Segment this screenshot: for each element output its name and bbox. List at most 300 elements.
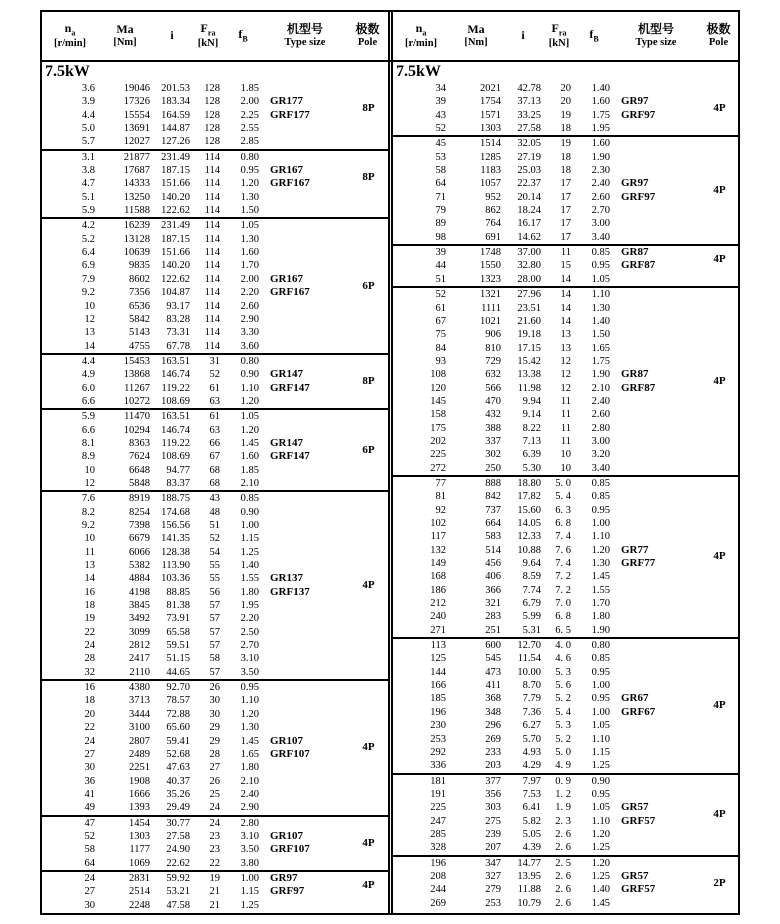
- cell-fra: 10: [560, 462, 571, 474]
- cell-ma: 337: [485, 435, 501, 447]
- table-row: [42, 151, 388, 164]
- table-row: [42, 546, 388, 559]
- cell-na: 144: [430, 666, 446, 678]
- cell-ma: 411: [485, 680, 501, 692]
- cell-ma: 9835: [129, 260, 150, 272]
- cell-i: 35.26: [166, 788, 190, 800]
- cell-fb: 2.90: [240, 802, 259, 814]
- type-size-label: GRF177: [270, 108, 310, 121]
- cell-i: 28.00: [517, 273, 541, 285]
- cell-i: 93.17: [166, 300, 190, 312]
- table-row: [42, 735, 388, 748]
- type-size-label: GR57: [621, 869, 649, 882]
- cell-ma: 5842: [129, 313, 150, 325]
- cell-na: 212: [430, 598, 446, 610]
- table-row: [393, 82, 738, 95]
- ratio-block: [393, 855, 738, 910]
- col-header-fb: $f_B$: [589, 27, 599, 44]
- type-size-labels: [270, 572, 310, 599]
- cell-i: 81.38: [166, 600, 190, 612]
- cell-ma: 17687: [123, 165, 150, 177]
- table-row: [42, 626, 388, 639]
- table-row: [42, 477, 388, 490]
- cell-fra: 11: [560, 435, 571, 447]
- table-row: [42, 219, 388, 232]
- cell-fb: 1.60: [591, 138, 610, 150]
- cell-ma: 2812: [129, 640, 150, 652]
- cell-fb: 2.20: [240, 613, 259, 625]
- type-size-label: GR147: [270, 436, 303, 449]
- cell-ma: 269: [485, 733, 501, 745]
- cell-na: 8.9: [81, 451, 95, 463]
- cell-fra: 114: [204, 165, 220, 177]
- table-row: [42, 761, 388, 774]
- cell-i: 19.18: [517, 329, 541, 341]
- cell-na: 102: [430, 518, 446, 529]
- cell-na: 27: [84, 886, 95, 898]
- cell-fb: 3.20: [591, 449, 610, 461]
- type-size-labels: [270, 95, 310, 122]
- cell-fra: 23: [209, 830, 220, 842]
- cell-fra: 48: [209, 506, 220, 518]
- table-row: [393, 883, 738, 896]
- table-row: [42, 340, 388, 353]
- table-row: [42, 721, 388, 734]
- table-row: [42, 817, 388, 830]
- cell-ma: 1550: [480, 260, 501, 272]
- cell-fb: 1.15: [240, 886, 259, 898]
- cell-na: 52: [84, 830, 95, 842]
- cell-i: 9.64: [522, 558, 541, 570]
- cell-ma: 3492: [129, 613, 150, 625]
- cell-na: 4.4: [81, 355, 95, 367]
- cell-na: 4.9: [81, 369, 95, 381]
- cell-i: 14.77: [517, 857, 541, 869]
- cell-i: 11.54: [517, 653, 541, 665]
- cell-fb: 0.85: [591, 653, 610, 665]
- type-size-label: GR177: [270, 95, 303, 108]
- cell-ma: 283: [485, 611, 501, 623]
- table-row: [42, 122, 388, 135]
- cell-na: 58: [435, 165, 446, 177]
- cell-ma: 1571: [480, 109, 501, 121]
- cell-na: 14: [84, 573, 95, 585]
- cell-na: 24: [84, 872, 95, 884]
- cell-fra: 27: [209, 762, 220, 774]
- cell-fra: 20: [560, 83, 571, 94]
- cell-i: 59.92: [166, 872, 190, 884]
- cell-fra: 57: [209, 600, 220, 612]
- cell-i: 65.60: [166, 722, 190, 734]
- cell-i: 40.37: [166, 775, 190, 787]
- cell-na: 22: [84, 722, 95, 734]
- cell-i: 144.87: [161, 123, 190, 135]
- ratio-block: [393, 773, 738, 855]
- cell-fra: 17: [560, 191, 571, 203]
- cell-ma: 1021: [480, 315, 501, 327]
- cell-fra: 57: [209, 640, 220, 652]
- table-row: [393, 164, 738, 177]
- cell-fra: 2. 5: [555, 857, 571, 869]
- cell-fra: 7. 4: [555, 558, 571, 570]
- cell-fb: 1.25: [591, 842, 610, 854]
- cell-i: 25.03: [517, 165, 541, 177]
- table-row: [42, 694, 388, 707]
- table-row: [393, 857, 738, 870]
- cell-ma: 368: [485, 693, 501, 705]
- table-row: [393, 788, 738, 801]
- cell-na: 13: [84, 560, 95, 572]
- cell-na: 43: [435, 109, 446, 121]
- cell-i: 174.68: [161, 506, 190, 518]
- cell-fb: 2.60: [240, 300, 259, 312]
- cell-fb: 1.90: [591, 151, 610, 163]
- cell-i: 188.75: [161, 493, 190, 505]
- cell-na: 253: [430, 733, 446, 745]
- cell-ma: 5848: [129, 477, 150, 489]
- cell-na: 11: [84, 546, 95, 558]
- cell-fra: 2. 6: [555, 828, 571, 840]
- table-row: [393, 137, 738, 150]
- cell-i: 119.22: [161, 382, 190, 394]
- cell-na: 5.9: [81, 411, 95, 423]
- cell-na: 30: [84, 899, 95, 911]
- cell-na: 158: [430, 409, 446, 421]
- cell-fra: 17: [560, 178, 571, 190]
- cell-i: 12.70: [517, 640, 541, 652]
- cell-fra: 52: [209, 533, 220, 545]
- cell-fra: 56: [209, 586, 220, 598]
- cell-na: 6.4: [81, 247, 95, 259]
- cell-fra: 5. 4: [555, 491, 571, 503]
- cell-fra: 17: [560, 231, 571, 243]
- cell-na: 6.6: [81, 395, 95, 407]
- cell-ma: 470: [485, 395, 501, 407]
- cell-ma: 3444: [129, 708, 150, 720]
- cell-ma: 2489: [129, 748, 150, 760]
- cell-na: 230: [430, 720, 446, 732]
- type-size-label: GRF97: [621, 190, 656, 203]
- cell-fb: 3.00: [591, 218, 610, 230]
- table-row: [42, 788, 388, 801]
- cell-fra: 114: [204, 220, 220, 232]
- cell-fb: 2.80: [240, 817, 259, 829]
- cell-i: 73.31: [166, 327, 190, 339]
- cell-i: 5.70: [522, 733, 541, 745]
- cell-fb: 1.30: [591, 302, 610, 314]
- cell-fb: 1.10: [240, 382, 259, 394]
- cell-na: 61: [435, 302, 446, 314]
- cell-ma: 11588: [124, 205, 150, 217]
- cell-ma: 14333: [123, 178, 150, 190]
- cell-fb: 1.40: [591, 315, 610, 327]
- cell-na: 5.1: [81, 191, 95, 203]
- cell-fra: 128: [204, 123, 220, 135]
- cell-na: 92: [435, 504, 446, 516]
- cell-fra: 1. 2: [555, 788, 571, 800]
- table-row: [42, 355, 388, 368]
- pole-label: 4P: [713, 184, 726, 197]
- cell-fra: 63: [209, 424, 220, 436]
- cell-fb: 3.80: [240, 857, 259, 869]
- cell-fra: 114: [204, 247, 220, 259]
- cell-fra: 19: [560, 109, 571, 121]
- table-row: [42, 135, 388, 148]
- col-header-na: $n_a$ [r/min]: [53, 21, 87, 49]
- cell-na: 13: [84, 327, 95, 339]
- type-size-label: GRF97: [270, 885, 305, 898]
- cell-fb: 0.80: [240, 151, 259, 163]
- ratio-block: [42, 149, 388, 218]
- cell-na: 84: [435, 342, 446, 354]
- cell-ma: 632: [485, 369, 501, 381]
- cell-fb: 3.50: [240, 844, 259, 856]
- table-row: [393, 95, 738, 108]
- cell-i: 14.62: [517, 231, 541, 243]
- cell-fra: 29: [209, 722, 220, 734]
- type-size-label: GR87: [621, 368, 649, 381]
- type-size-labels: [270, 437, 310, 464]
- cell-i: 14.05: [517, 518, 541, 529]
- cell-fra: 22: [209, 857, 220, 869]
- cell-fb: 1.85: [240, 464, 259, 476]
- cell-fb: 1.40: [240, 560, 259, 572]
- cell-ma: 1908: [129, 775, 150, 787]
- cell-i: 73.91: [166, 613, 190, 625]
- cell-fb: 1.05: [591, 802, 610, 814]
- cell-fra: 26: [209, 775, 220, 787]
- cell-i: 6.39: [522, 449, 541, 461]
- cell-i: 9.94: [522, 395, 541, 407]
- ratio-block: [42, 217, 388, 352]
- cell-fb: 1.85: [240, 83, 259, 94]
- cell-fb: 2.50: [240, 626, 259, 638]
- cell-fb: 1.55: [591, 584, 610, 596]
- cell-na: 32: [84, 666, 95, 678]
- cell-fb: 0.90: [591, 775, 610, 787]
- cell-i: 51.15: [166, 653, 190, 665]
- cell-i: 7.53: [522, 788, 541, 800]
- cell-fb: 2.90: [240, 313, 259, 325]
- cell-i: 59.51: [166, 640, 190, 652]
- cell-ma: 296: [485, 720, 501, 732]
- pole-label: 4P: [362, 579, 375, 592]
- cell-fra: 2. 6: [555, 884, 571, 896]
- cell-i: 44.65: [166, 666, 190, 678]
- cell-fb: 1.00: [240, 872, 259, 884]
- cell-na: 208: [430, 870, 446, 882]
- cell-i: 12.33: [517, 531, 541, 543]
- cell-ma: 1177: [129, 844, 150, 856]
- cell-fra: 11: [560, 422, 571, 434]
- type-size-label: GR167: [270, 164, 303, 177]
- cell-na: 14: [84, 340, 95, 352]
- cell-na: 77: [435, 477, 446, 489]
- cell-ma: 3845: [129, 600, 150, 612]
- table-row: [42, 437, 388, 450]
- cell-fra: 114: [204, 178, 220, 190]
- cell-na: 202: [430, 435, 446, 447]
- table-row: [393, 328, 738, 341]
- cell-i: 33.25: [517, 109, 541, 121]
- cell-na: 4.7: [81, 178, 95, 190]
- ratio-block: [42, 490, 388, 679]
- pole-label: 4P: [713, 699, 726, 712]
- cell-ma: 952: [485, 191, 501, 203]
- col-header-i: i: [170, 28, 174, 43]
- cell-na: 4.2: [81, 220, 95, 232]
- cell-ma: 4884: [129, 573, 150, 585]
- cell-fb: 0.85: [591, 247, 610, 259]
- cell-ma: 2807: [129, 735, 150, 747]
- cell-fra: 20: [560, 96, 571, 108]
- cell-fb: 1.10: [591, 531, 610, 543]
- cell-fb: 1.00: [591, 518, 610, 529]
- cell-fra: 67: [209, 451, 220, 463]
- cell-fb: 3.50: [240, 666, 259, 678]
- cell-i: 146.74: [161, 424, 190, 436]
- table-row: [42, 464, 388, 477]
- cell-i: 15.60: [517, 504, 541, 516]
- cell-i: 37.13: [517, 96, 541, 108]
- pole-label: 4P: [362, 741, 375, 754]
- cell-fb: 1.10: [591, 815, 610, 827]
- cell-i: 11.98: [517, 382, 541, 394]
- cell-fra: 31: [209, 355, 220, 367]
- cell-ma: 388: [485, 422, 501, 434]
- cell-fb: 3.00: [591, 435, 610, 447]
- cell-na: 22: [84, 626, 95, 638]
- cell-fb: 1.75: [591, 109, 610, 121]
- cell-na: 120: [430, 382, 446, 394]
- cell-fb: 1.90: [591, 624, 610, 636]
- cell-i: 16.17: [517, 218, 541, 230]
- cell-ma: 275: [485, 815, 501, 827]
- cell-fra: 11: [560, 247, 571, 259]
- type-size-labels: [621, 544, 655, 571]
- table-row: [42, 843, 388, 856]
- table-row: [42, 872, 388, 885]
- cell-fb: 2.00: [240, 96, 259, 108]
- cell-fra: 2. 6: [555, 870, 571, 882]
- cell-ma: 6648: [129, 464, 150, 476]
- cell-na: 19: [84, 613, 95, 625]
- cell-na: 18: [84, 600, 95, 612]
- cell-i: 140.20: [161, 191, 190, 203]
- cell-i: 42.78: [517, 83, 541, 94]
- cell-fb: 1.20: [240, 424, 259, 436]
- type-size-label: GRF57: [621, 883, 656, 896]
- cell-i: 18.80: [517, 477, 541, 489]
- cell-i: 27.19: [517, 151, 541, 163]
- table-row: [42, 492, 388, 505]
- col-header-pole: 极数 Pole: [355, 22, 380, 48]
- cell-fb: 2.30: [591, 165, 610, 177]
- col-header-pole: 极数 Pole: [706, 22, 731, 48]
- cell-ma: 2514: [129, 886, 150, 898]
- cell-ma: 3100: [129, 722, 150, 734]
- cell-ma: 7356: [129, 287, 150, 299]
- cell-i: 18.24: [517, 205, 541, 217]
- table-row: [393, 679, 738, 692]
- cell-fb: 1.05: [591, 720, 610, 732]
- cell-ma: 6679: [129, 533, 150, 545]
- cell-fra: 128: [204, 96, 220, 108]
- cell-fra: 13: [560, 329, 571, 341]
- cell-fra: 12: [560, 369, 571, 381]
- cell-na: 10: [84, 464, 95, 476]
- table-row: [393, 759, 738, 772]
- col-header-fb: $f_B$: [238, 27, 248, 44]
- table-row: [393, 217, 738, 230]
- cell-i: 6.41: [522, 802, 541, 814]
- table-left-half: [42, 62, 390, 913]
- cell-fra: 128: [204, 136, 220, 148]
- cell-ma: 302: [485, 449, 501, 461]
- cell-ma: 303: [485, 802, 501, 814]
- cell-ma: 1514: [480, 138, 501, 150]
- table-row: [42, 177, 388, 190]
- cell-fb: 3.30: [240, 327, 259, 339]
- cell-na: 64: [84, 857, 95, 869]
- table-row: [393, 395, 738, 408]
- cell-ma: 279: [485, 884, 501, 896]
- cell-fra: 1. 9: [555, 802, 571, 814]
- table-row: [42, 382, 388, 395]
- cell-fb: 1.45: [240, 437, 259, 449]
- cell-fra: 4. 9: [555, 760, 571, 772]
- cell-fb: 1.60: [591, 96, 610, 108]
- cell-na: 6.9: [81, 260, 95, 272]
- type-size-label: GRF167: [270, 177, 310, 190]
- cell-i: 128.38: [161, 546, 190, 558]
- cell-i: 8.22: [522, 422, 541, 434]
- left-blocks: [42, 82, 388, 912]
- table-row: [42, 532, 388, 545]
- cell-fb: 1.15: [591, 746, 610, 758]
- ratio-block: [42, 408, 388, 490]
- cell-fb: 1.95: [591, 123, 610, 135]
- table-row: [393, 828, 738, 841]
- cell-fra: 61: [209, 411, 220, 423]
- type-size-label: GRF107: [270, 843, 310, 856]
- cell-i: 67.78: [166, 340, 190, 352]
- table-row: [42, 899, 388, 912]
- cell-na: 16: [84, 586, 95, 598]
- cell-na: 3.8: [81, 165, 95, 177]
- cell-fb: 0.95: [591, 504, 610, 516]
- cell-i: 4.39: [522, 842, 541, 854]
- cell-fb: 2.70: [240, 640, 259, 652]
- cell-i: 187.15: [161, 233, 190, 245]
- cell-i: 32.05: [517, 138, 541, 150]
- cell-fra: 114: [204, 313, 220, 325]
- cell-na: 108: [430, 369, 446, 381]
- cell-i: 29.49: [166, 802, 190, 814]
- table-row: [42, 82, 388, 95]
- table-row: [393, 544, 738, 557]
- cell-fra: 68: [209, 464, 220, 476]
- cell-fb: 1.25: [240, 546, 259, 558]
- cell-na: 98: [435, 231, 446, 243]
- cell-i: 17.15: [517, 342, 541, 354]
- cell-ma: 13691: [123, 123, 150, 135]
- cell-i: 65.58: [166, 626, 190, 638]
- cell-fra: 57: [209, 613, 220, 625]
- cell-ma: 366: [485, 584, 501, 596]
- cell-ma: 432: [485, 409, 501, 421]
- cell-na: 5.9: [81, 205, 95, 217]
